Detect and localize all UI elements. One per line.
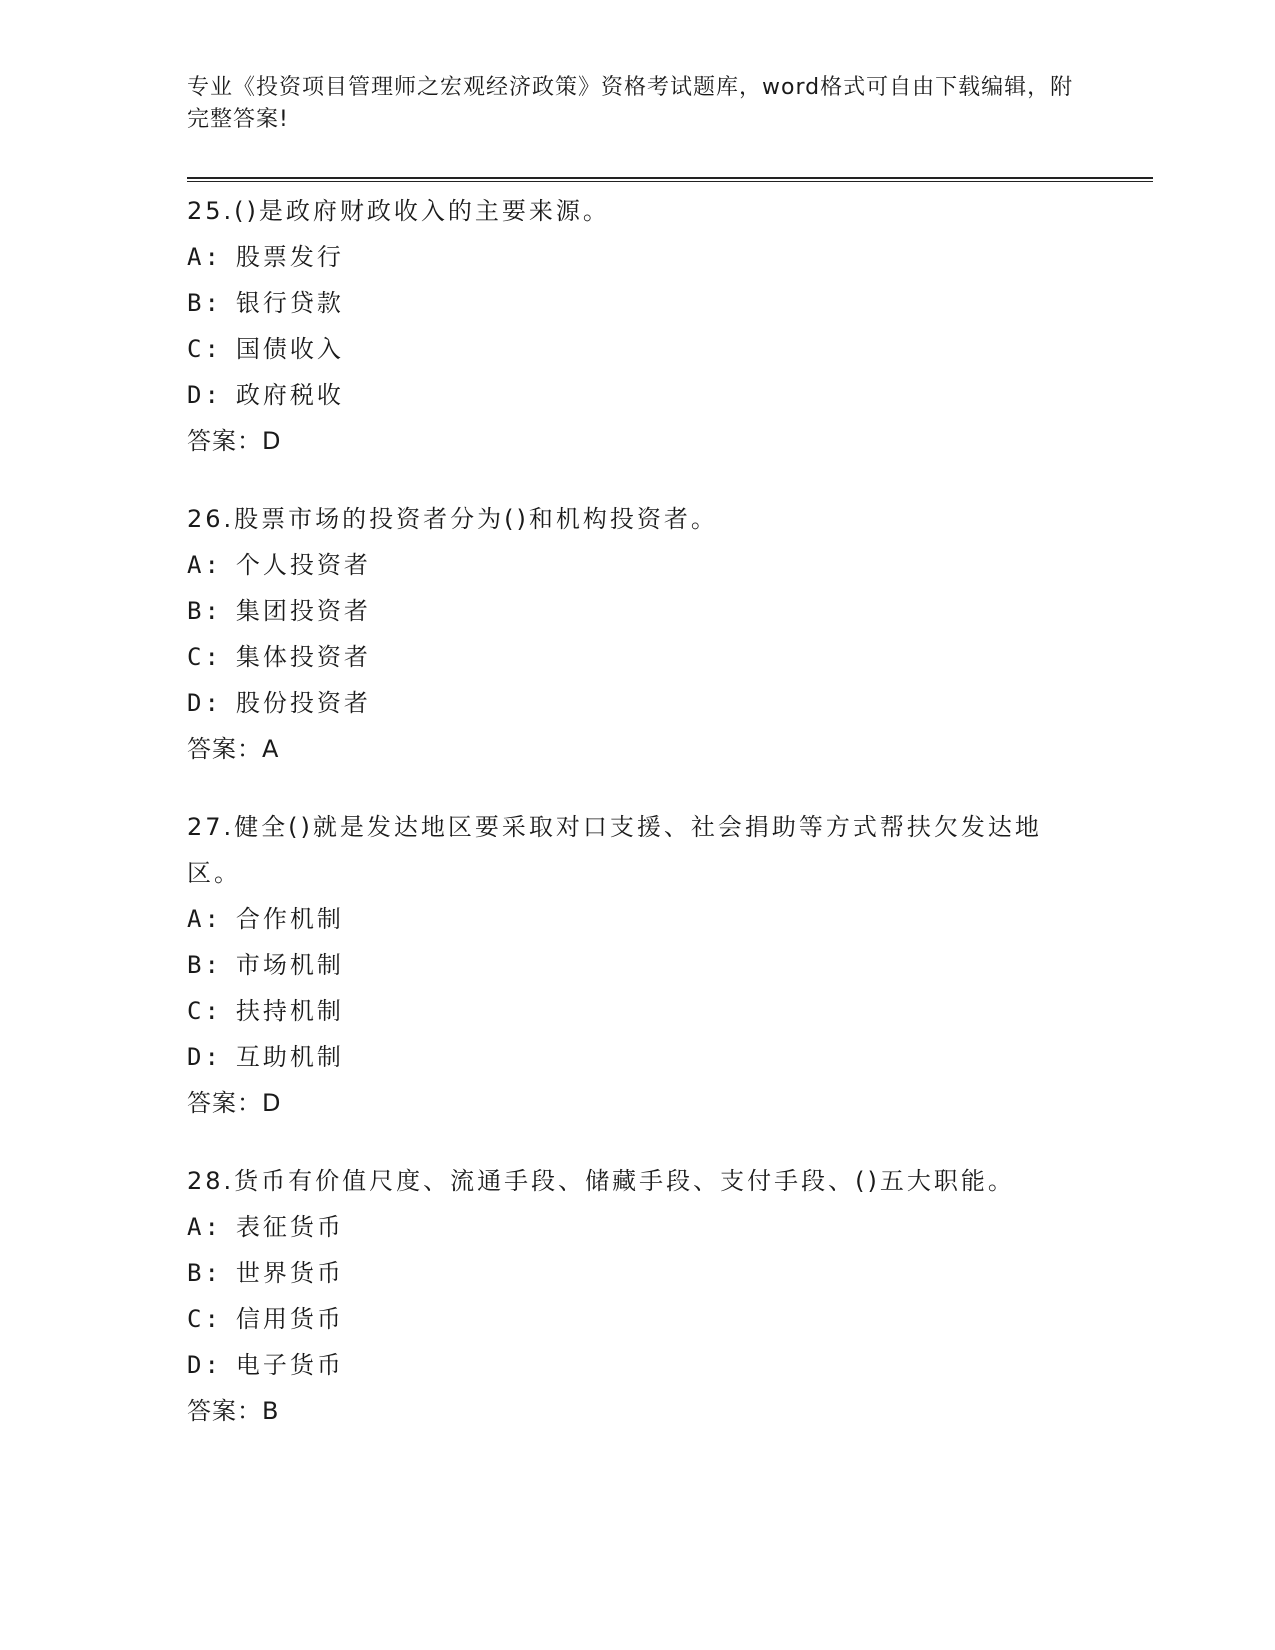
option-text: 表征货币	[235, 1213, 344, 1241]
option-text: 互助机制	[235, 1043, 344, 1071]
option-a	[187, 1204, 1087, 1250]
option-d	[187, 680, 1087, 726]
answer-label: 答案：A	[187, 735, 280, 763]
option-a	[187, 542, 1087, 588]
option-text: 集体投资者	[235, 643, 371, 671]
option-letter: C:	[187, 335, 222, 363]
question-list	[187, 188, 1087, 1466]
option-c	[187, 1296, 1087, 1342]
option-text: 市场机制	[235, 951, 344, 979]
option-b	[187, 942, 1087, 988]
option-letter: A:	[187, 905, 222, 933]
option-text: 信用货币	[235, 1305, 344, 1333]
option-b	[187, 588, 1087, 634]
option-letter: A:	[187, 1213, 222, 1241]
question-stem: 28.货币有价值尺度、流通手段、储藏手段、支付手段、()五大职能。	[187, 1167, 1015, 1195]
option-b	[187, 1250, 1087, 1296]
option-c	[187, 634, 1087, 680]
question-28	[187, 1158, 1087, 1434]
question-stem: 26.股票市场的投资者分为()和机构投资者。	[187, 505, 718, 533]
option-d	[187, 1342, 1087, 1388]
question-27	[187, 804, 1087, 1126]
option-letter: B:	[187, 289, 222, 317]
header-divider	[187, 177, 1153, 182]
option-text: 个人投资者	[235, 551, 371, 579]
option-text: 世界货币	[235, 1259, 344, 1287]
option-text: 扶持机制	[235, 997, 344, 1025]
question-25	[187, 188, 1087, 464]
option-c	[187, 988, 1087, 1034]
option-text: 股份投资者	[235, 689, 371, 717]
option-letter: B:	[187, 951, 222, 979]
option-letter: D:	[187, 381, 222, 409]
option-d	[187, 372, 1087, 418]
answer-label: 答案：D	[187, 1089, 282, 1117]
document-header-note: 专业《投资项目管理师之宏观经济政策》资格考试题库，word格式可自由下载编辑，附完整答案!	[187, 75, 1074, 132]
option-letter: C:	[187, 1305, 222, 1333]
option-text: 电子货币	[235, 1351, 344, 1379]
option-letter: A:	[187, 243, 222, 271]
option-letter: B:	[187, 597, 222, 625]
option-c	[187, 326, 1087, 372]
question-26	[187, 496, 1087, 772]
option-b	[187, 280, 1087, 326]
option-a	[187, 896, 1087, 942]
option-letter: A:	[187, 551, 222, 579]
option-letter: C:	[187, 997, 222, 1025]
option-text: 银行贷款	[235, 289, 344, 317]
option-text: 政府税收	[235, 381, 344, 409]
option-a	[187, 234, 1087, 280]
option-letter: D:	[187, 1043, 222, 1071]
answer-label: 答案：D	[187, 427, 282, 455]
option-letter: D:	[187, 1351, 222, 1379]
option-text: 合作机制	[235, 905, 344, 933]
answer-label: 答案：B	[187, 1397, 280, 1425]
option-letter: C:	[187, 643, 222, 671]
option-letter: D:	[187, 689, 222, 717]
option-text: 集团投资者	[235, 597, 371, 625]
option-d	[187, 1034, 1087, 1080]
option-letter: B:	[187, 1259, 222, 1287]
option-text: 国债收入	[235, 335, 344, 363]
question-stem: 25.()是政府财政收入的主要来源。	[187, 197, 610, 225]
question-stem: 27.健全()就是发达地区要采取对口支援、社会捐助等方式帮扶欠发达地区。	[187, 813, 1042, 887]
option-text: 股票发行	[235, 243, 344, 271]
